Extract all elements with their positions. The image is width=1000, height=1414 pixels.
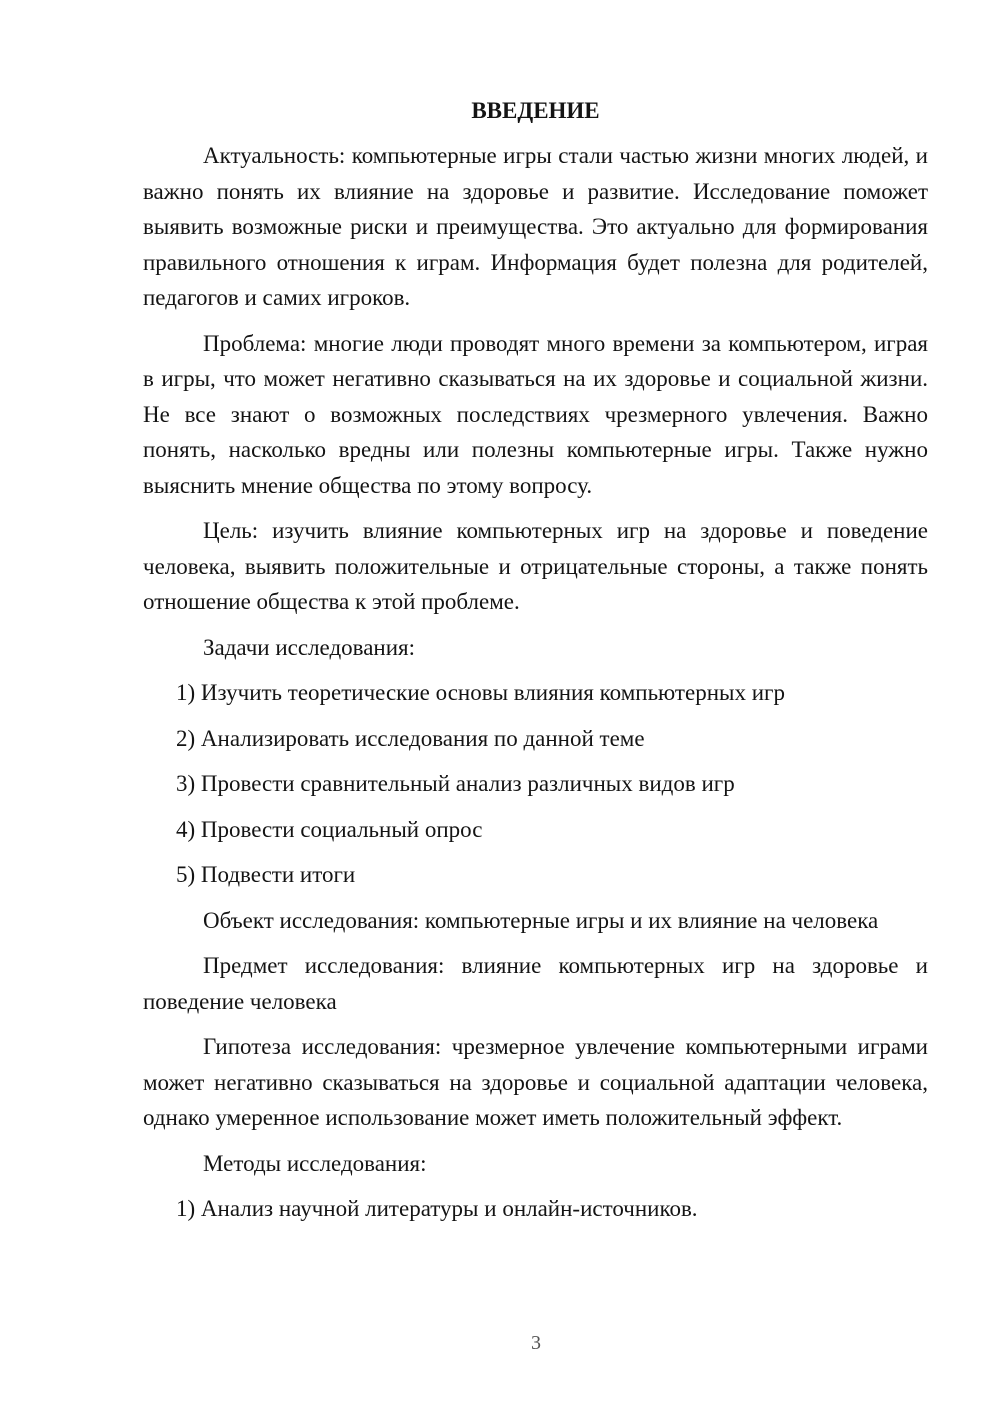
list-item: 3) Провести сравнительный анализ различных видов игр xyxy=(176,771,735,796)
page-content xyxy=(143,95,928,1237)
tasks-label: Задачи исследования: xyxy=(203,634,416,660)
list-item: 4) Провести социальный опрос xyxy=(176,816,483,842)
list-item: 1) Анализ научной литературы и онлайн-источников. xyxy=(176,1196,698,1221)
tasks-list xyxy=(143,675,928,893)
object-paragraph: Объект исследования: компьютерные игры и их влияние на человека xyxy=(203,907,879,933)
list-item: 2) Анализировать исследования по данной теме xyxy=(176,725,645,751)
section-heading: ВВЕДЕНИЕ xyxy=(471,98,600,123)
list-item: 5) Подвести итоги xyxy=(176,862,356,887)
page-number: 3 xyxy=(531,1332,541,1354)
relevance-paragraph: Актуальность: компьютерные игры стали частью жизни многих людей, и важно понять их влияние на здоровье и развитие. Исследование поможет выявить возможные риски и преимущества. Это актуально для формирования правильного отношения к играм. Информация будет полезна для родителей, педагогов и самих игроков. xyxy=(143,143,928,310)
hypothesis-paragraph: Гипотеза исследования: чрезмерное увлечение компьютерными играми может негативно сказываться на здоровье и социальной адаптации человека, однако умеренное использование может иметь положительный эффект. xyxy=(143,1034,928,1130)
subject-paragraph: Предмет исследования: влияние компьютерных игр на здоровье и поведение человека xyxy=(143,953,928,1014)
problem-paragraph: Проблема: многие люди проводят много времени за компьютером, играя в игры, что может негативно сказываться на их здоровье и социальной жизни. Не все знают о возможных последствиях чрезмерного увлечения. Важно понять, насколько вредны или полезны компьютерные игры. Также нужно выяснить мнение общества по этому вопросу. xyxy=(143,330,928,498)
list-item: 1) Изучить теоретические основы влияния компьютерных игр xyxy=(176,680,785,705)
methods-label: Методы исследования: xyxy=(203,1150,427,1176)
methods-list xyxy=(143,1191,928,1227)
goal-paragraph: Цель: изучить влияние компьютерных игр на здоровье и поведение человека, выявить положительные и отрицательные стороны, а также понять отношение общества к этой проблеме. xyxy=(143,518,928,614)
